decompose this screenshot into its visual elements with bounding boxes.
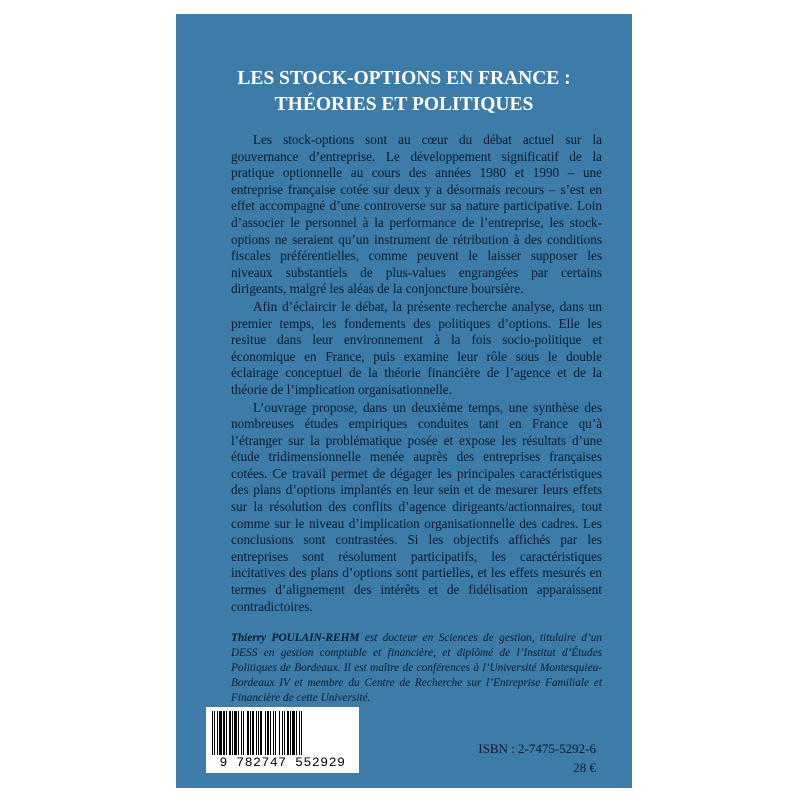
title-line-2: THÉORIES ET POLITIQUES [274,94,534,115]
barcode-bar [250,711,251,755]
barcode-bar [247,711,249,755]
blurb-paragraph-3: L’ouvrage propose, dans un deuxième temps, une synthèse des nombreuses études empiriques conduites tant en France qu’à l’étranger sur la problématique posée et expose les résultats d’une étude tridimensionnelle menée auprès des entreprises françaises cotées. Ce travail permet de dégager les principales caractéristiques des plans d’options implantés en leur sein et de mesurer leurs effets sur la résolution des conflits d’agence dirigeants/actionnaires, tout comme sur le niveau d’implication organisationnelle des cadres. Les conclusions sont contrastées. Si les objectifs affichés par les entreprises sont résolument participatifs, les caractéristiques incitatives des plans d’options sont partielles, et les effets mesurés en termes d’alignement des intérêts et de fidélisation apparaissent contradictoires. [231,399,602,614]
blurb-paragraph-1: Les stock-options sont au cœur du débat actuel sur la gouvernance d’entreprise. Le développement significatif de la pratique optionnelle au cours des années 1980 et 1990 – une entreprise française cotée sur deux y a désormais recours – s’est en effet accompagné d’une controverse sur sa nature participative. Loin d’associer le personnel à la performance de l’entreprise, les stock-options ne seraient qu’un instrument de rétribution à des conditions fiscales préférentielles, comme peuvent le laisser supposer les niveaux substantiels de plus-values engrangées par certains dirigeants, malgré les aléas de la conjoncture boursière. [231,132,602,297]
price-label: 28 € [573,760,596,775]
barcode [206,707,359,773]
isbn-label: ISBN : 2-7475-5292-6 [478,741,596,756]
barcode-bar [258,711,259,755]
author-name: Thierry POULAIN-REHM [231,632,360,644]
barcode-bar [234,711,237,755]
barcode-bar [275,711,276,755]
barcode-bar [296,711,297,755]
barcode-bar [270,711,271,755]
book-title [176,66,632,118]
barcode-bar [219,711,222,755]
barcode-bar [287,711,289,755]
barcode-bar [238,711,239,755]
barcode-bar [252,711,254,755]
barcode-bar [256,711,257,755]
barcode-bar [273,711,274,755]
barcode-bar [223,711,225,755]
author-bio-text: est docteur en Sciences de gestion, titulaire d’un DESS en gestion comptable et financière, et diplômé de l’Institut d’Études Politiques de Bordeaux. Il est maître de conférences à l’Université Montesquieu-Bordeaux IV et membre du Centre de Recherche sur l’Entreprise Familiale et Financière de cette Université. [231,632,603,704]
barcode-bar [301,711,302,755]
barcode-bar [241,711,242,755]
barcode-bar [243,711,244,755]
barcode-bar [284,711,285,755]
barcode-bar [282,711,283,755]
barcode-bar [212,711,213,755]
barcode-bar [260,711,262,755]
barcode-bar [214,711,215,755]
barcode-bar [290,711,291,755]
barcode-bar [265,711,266,755]
barcode-bar [226,711,227,755]
author-bio [231,631,602,706]
barcode-bar [299,711,300,755]
book-back-cover [176,14,632,788]
blurb-paragraph-2: Afin d’éclaircir le débat, la présente recherche analyse, dans un premier temps, les fondements des politiques d’options. Elle les resitue dans leur environnement à la fois socio-politique et économique en France, puis examine leur rôle sous le double éclairage conceptuel de la théorie financière de l’agence et de la théorie de l’implication organisationnelle. [231,298,602,397]
barcode-digits: 9 782747 552929 [219,755,346,770]
barcode-bar [292,711,295,755]
barcode-bar [267,711,269,755]
barcode-bar [229,711,231,755]
barcode-bar [279,711,280,755]
title-line-1: LES STOCK-OPTIONS EN FRANCE : [237,68,571,89]
barcode-bars [212,711,353,755]
barcode-bar [232,711,233,755]
barcode-bar [217,711,218,755]
blurb-text [231,132,602,616]
